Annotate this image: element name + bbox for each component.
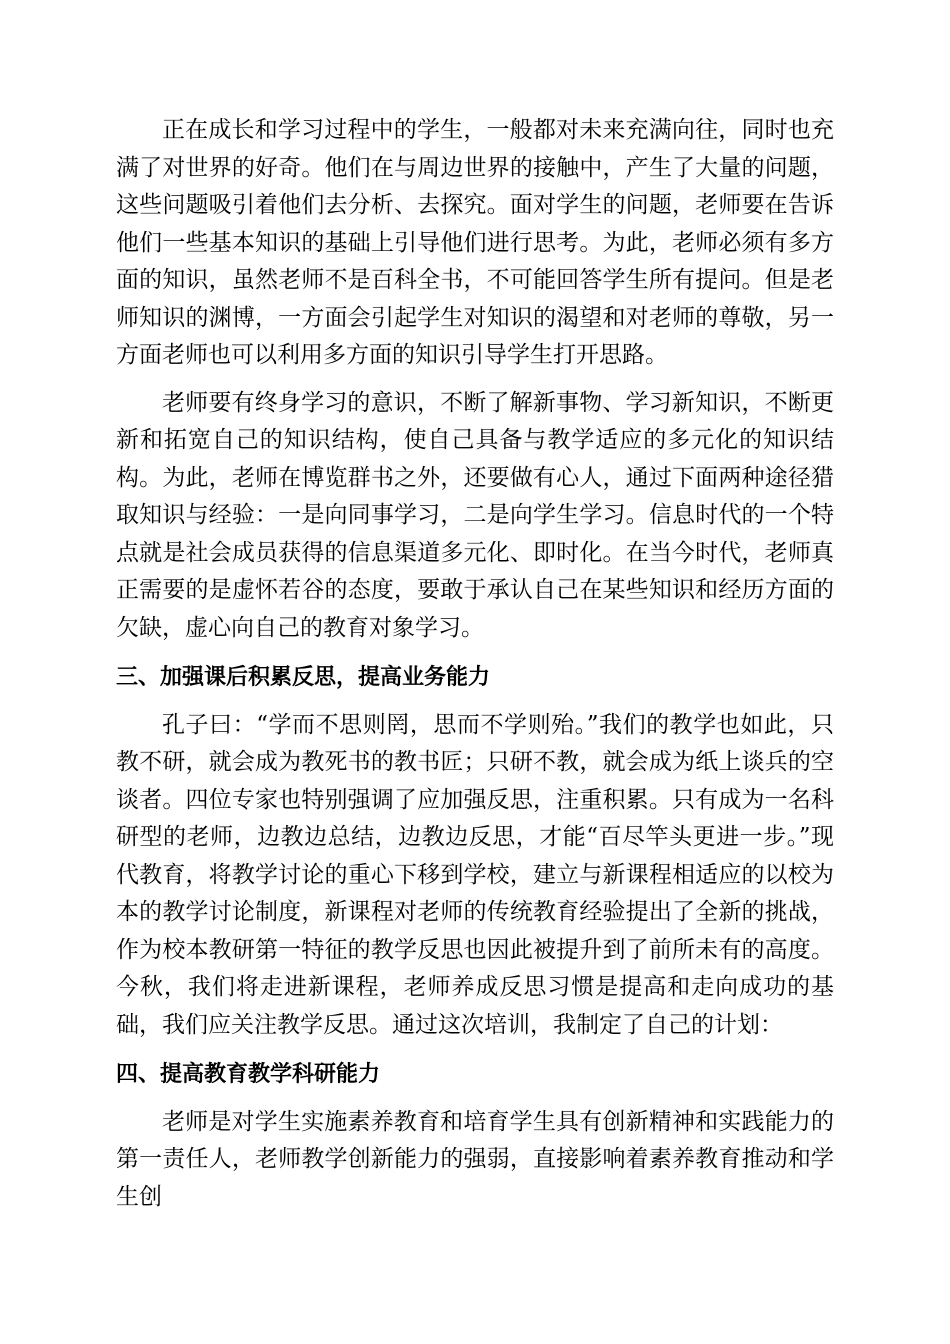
section-heading-reflection: 三、加强课后积累反思，提高业务能力: [116, 665, 491, 690]
paragraph-knowledge-breadth: 正在成长和学习过程中的学生，一般都对未来充满向往，同时也充满了对世界的好奇。他们在与周边世界的接触中，产生了大量的问题，这些问题吸引着他们去分析、去探究。面对学生的问题，老师要在告诉他们一些基本知识的基础上引导他们进行思考。为此，老师必须有多方面的知识，虽然老师不是百科全书，不可能回答学生所有提问。但是老师知识的渊博，一方面会引起学生对知识的渴望和对老师的尊敬，另一方面老师也可以利用多方面的知识引导学生打开思路。: [116, 117, 834, 368]
paragraph-research: 老师是对学生实施素养教育和培育学生具有创新精神和实践能力的第一责任人，老师教学创新能力的强弱，直接影响着素养教育推动和学生创: [116, 1108, 834, 1210]
section-heading-research: 四、提高教育教学科研能力: [116, 1062, 381, 1087]
paragraph-lifelong-learning: 老师要有终身学习的意识，不断了解新事物、学习新知识，不断更新和拓宽自己的知识结构，使自己具备与教学适应的多元化的知识结构。为此，老师在博览群书之外，还要做有心人，通过下面两种途径猎取知识与经验：一是向同事学习，二是向学生学习。信息时代的一个特点就是社会成员获得的信息渠道多元化、即时化。在当今时代，老师真正需要的是虚怀若谷的态度，要敢于承认自己在某些知识和经历方面的欠缺，虚心向自己的教育对象学习。: [116, 389, 834, 641]
document-body: [116, 112, 834, 1216]
paragraph-reflection: 孔子曰：“学而不思则罔，思而不学则殆。”我们的教学也如此，只教不研，就会成为教死书的教书匠；只研不教，就会成为纸上谈兵的空谈者。四位专家也特别强调了应加强反思，注重积累。只有成为一名科研型的老师，边教边总结，边教边反思，才能“百尽竿头更进一步。”现代教育，将教学讨论的重心下移到学校，建立与新课程相适应的以校为本的教学讨论制度，新课程对老师的传统教育经验提出了全新的挑战，作为校本教研第一特征的教学反思也因此被提升到了前所未有的高度。今秋，我们将走进新课程，老师养成反思习惯是提高和走向成功的基础，我们应关注教学反思。通过这次培训，我制定了自己的计划：: [116, 711, 834, 1038]
